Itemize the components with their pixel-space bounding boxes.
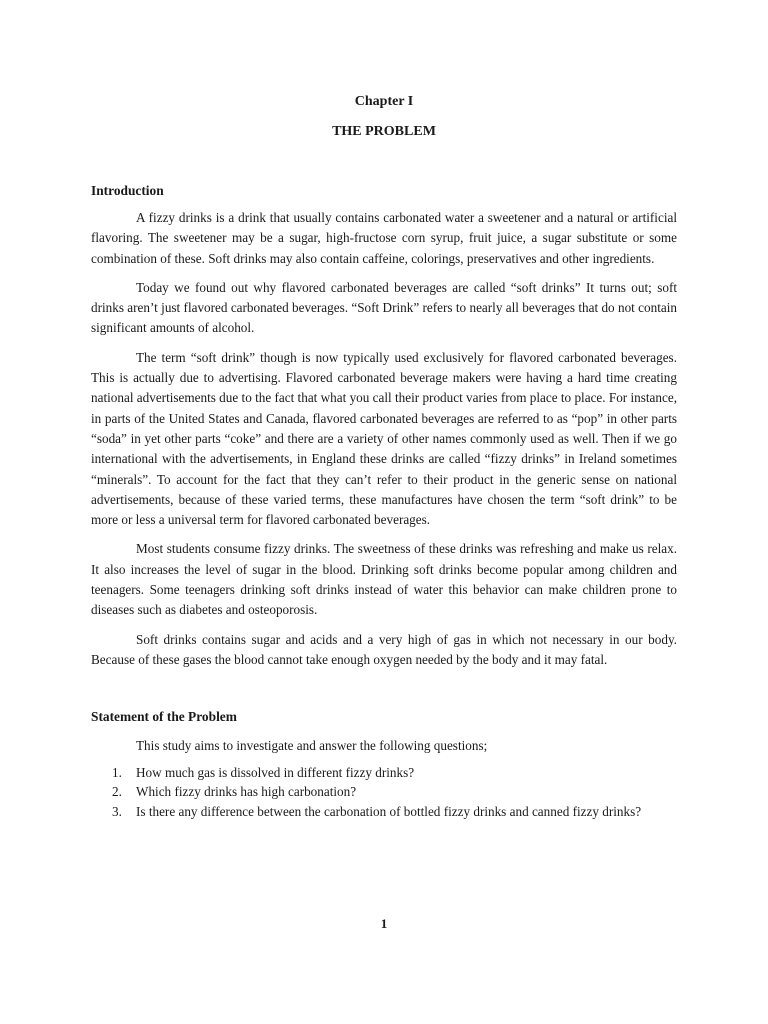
statement-lead: This study aims to investigate and answer the following questions; (136, 738, 488, 754)
question-item (91, 763, 677, 783)
question-number: 3. (112, 803, 122, 819)
question-text: Which fizzy drinks has high carbonation? (136, 784, 357, 800)
statement-heading: Statement of the Problem (91, 709, 237, 725)
question-text: How much gas is dissolved in different fizzy drinks? (136, 764, 415, 780)
question-text: Is there any difference between the carbonation of bottled fizzy drinks and canned fizzy drinks? (136, 803, 642, 819)
question-number: 1. (112, 764, 122, 780)
introduction-heading: Introduction (91, 183, 164, 198)
intro-paragraph: Most students consume fizzy drinks. The sweetness of these drinks was refreshing and make us relax. It also increases the level of sugar in the blood. Drinking soft drinks become popular among children and teenagers. Some teenagers drinking soft drinks instead of water this behavior can make children prone to diseases such as diabetes and osteoporosis. (91, 541, 677, 618)
intro-paragraph: Soft drinks contains sugar and acids and a very high of gas in which not necessary in our body. Because of these gases the blood cannot take enough oxygen needed by the body and it may fatal. (91, 631, 677, 667)
questions-list (91, 763, 677, 822)
page-body (91, 181, 677, 821)
question-number: 2. (112, 784, 122, 800)
chapter-label: Chapter I (354, 94, 414, 109)
question-item (91, 782, 677, 802)
intro-paragraph: Today we found out why flavored carbonated beverages are called “soft drinks” It turns out; soft drinks aren’t just flavored carbonated beverages. “Soft Drink” refers to nearly all beverages that do not contain significant amounts of alcohol. (91, 279, 677, 336)
question-item (91, 802, 677, 822)
chapter-title: THE PROBLEM (332, 124, 436, 139)
intro-paragraph: A fizzy drinks is a drink that usually contains carbonated water a sweetener and a natural or artificial flavoring. The sweetener may be a sugar, high-fructose corn syrup, fruit juice, a sugar substitute or some combination of these. Soft drinks may also contain caffeine, colorings, preservatives and other ingredients. (91, 210, 677, 266)
intro-paragraph: The term “soft drink” though is now typically used exclusively for flavored carbonated beverages. This is actually due to advertising. Flavored carbonated beverage makers were having a hard time creating national advertisements due to the fact that what you call their product varies from place to place. For instance, in parts of the United States and Canada, flavored carbonated beverages are referred to as “pop” in other parts “soda” in yet other parts “coke” and there are a variety of other names commonly used as well. Then if we go international with the advertisements, in England these drinks are called “fizzy drinks” in Ireland sometimes “minerals”. To account for the fact that they can’t refer to their product in the generic sense on national advertisements, because of these varied terms, these manufactures have chosen the term “soft drink” to be more or less a universal term for flavored carbonated beverages. (91, 349, 677, 528)
page-number: 1 (380, 916, 388, 931)
